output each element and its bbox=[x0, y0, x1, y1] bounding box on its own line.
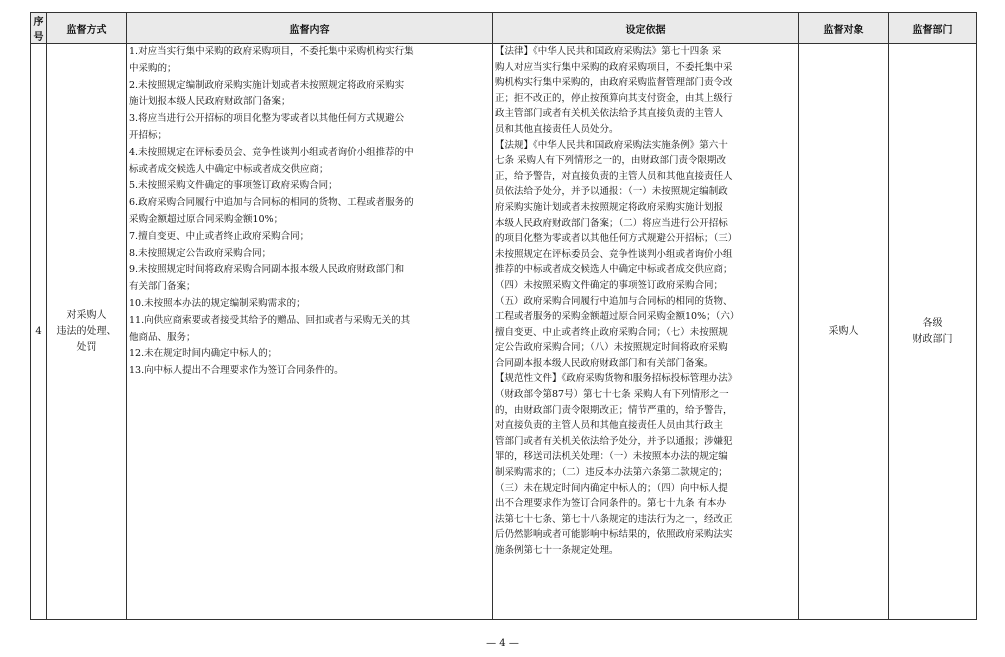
basis-line: 后仍然影响或者可能影响中标结果的，依照政府采购法实 bbox=[495, 529, 733, 541]
basis-line: 府采购实施计划或者未按照规定将政府采购实施计划报 bbox=[495, 201, 724, 213]
content-line: 13.向中标人提出不合理要求作为签订合同条件的。 bbox=[129, 365, 344, 377]
basis-line: 【法规】《中华人民共和国政府采购法实施条例》第六十 bbox=[495, 139, 728, 151]
basis-line: 施条例第七十一条规定处理。 bbox=[495, 545, 619, 556]
basis-line: 推荐的中标或者成交候选人中确定中标或者成交供应商； bbox=[495, 264, 733, 276]
target-line: 采购人 bbox=[828, 325, 859, 337]
content-line: 标或者成交候选人中确定中标或者成交供应商； bbox=[129, 163, 329, 175]
basis-line: 管部门或者有关机关依法给予处分，并予以通报；涉嫌犯 bbox=[495, 435, 733, 447]
content-line: 10.未按照本办法的规定编制采购需求的； bbox=[129, 297, 306, 309]
content-line: 施计划报本级人民政府财政部门备案； bbox=[129, 96, 291, 108]
page-number: — 4 — bbox=[486, 638, 519, 649]
header-index: 序号 bbox=[31, 13, 47, 44]
basis-line: 七条 采购人有下列情形之一的，由财政部门责令限期改 bbox=[495, 155, 727, 167]
basis-line: 合同副本报本级人民政府财政部门和有关部门备案。 bbox=[495, 357, 714, 369]
content-line: 12.未在规定时间内确定中标人的； bbox=[129, 348, 278, 360]
table-header-row bbox=[31, 13, 977, 44]
basis-line: （财政部令第87号）第七十七条 采购人有下列情形之一 bbox=[495, 389, 729, 401]
basis-line: 的项目化整为零或者以其他任何方式规避公开招标；（三） bbox=[495, 233, 738, 245]
content-line: 他商品、服务； bbox=[129, 331, 196, 343]
content-line: 1.对应当实行集中采购的政府采购项目，不委托集中采购机构实行集 bbox=[129, 46, 414, 57]
header-basis: 设定依据 bbox=[493, 13, 799, 44]
content-line: 11.向供应商索要或者接受其给予的赠品、回扣或者与采购无关的其 bbox=[129, 314, 411, 326]
table-row bbox=[31, 44, 977, 620]
content-line: 4.未按照规定在评标委员会、竞争性谈判小组或者询价小组推荐的中 bbox=[129, 146, 414, 158]
basis-line: （三）未在规定时间内确定中标人的；（四）向中标人提 bbox=[495, 482, 728, 494]
department-line: 财政部门 bbox=[912, 333, 953, 345]
basis-line: 正；拒不改正的，停止按预算向其支付资金，由其上级行 bbox=[495, 92, 733, 104]
content-line: 2.未按照规定编制政府采购实施计划或者未按照规定将政府采购实 bbox=[129, 79, 405, 91]
basis-line: 政主管部门或者有关机关依法给予其直接负责的主管人 bbox=[495, 108, 724, 120]
content-line: 8.未按照规定公告政府采购合同； bbox=[129, 247, 272, 259]
content-line: 9.未按照规定时间将政府采购合同副本报本级人民政府财政部门和 bbox=[129, 264, 405, 276]
supervision-table bbox=[30, 12, 977, 620]
content-line: 3.将应当进行公开招标的项目化整为零或者以其他任何方式规避公 bbox=[129, 113, 405, 125]
basis-line: 员和其他直接责任人员处分。 bbox=[495, 123, 619, 135]
basis-line: 擅自变更、中止或者终止政府采购合同；（七）未按照规 bbox=[495, 326, 728, 338]
content-line: 中采购的； bbox=[129, 62, 177, 74]
basis-line: 出不合理要求作为签订合同条件的。第七十九条 有本办 bbox=[495, 498, 727, 510]
content-line: 开招标； bbox=[129, 129, 168, 141]
header-content: 监督内容 bbox=[127, 13, 493, 44]
row-index: 4 bbox=[31, 44, 47, 620]
row-basis bbox=[493, 44, 799, 620]
content-line: 5.未按照采购文件确定的事项签订政府采购合同； bbox=[129, 180, 338, 192]
row-department bbox=[889, 44, 977, 620]
header-target: 监督对象 bbox=[799, 13, 889, 44]
basis-line: （四）未按照采购文件确定的事项签订政府采购合同； bbox=[495, 279, 724, 291]
department-line: 各级 bbox=[922, 317, 943, 329]
basis-line: 制采购需求的；（二）违反本办法第六条第二款规定的； bbox=[495, 467, 728, 479]
basis-line: 购人对应当实行集中采购的政府采购项目，不委托集中采 bbox=[495, 61, 733, 73]
basis-line: 【规范性文件】《政府采购货物和服务招标投标管理办法》 bbox=[495, 373, 738, 385]
content-line: 有关部门备案； bbox=[129, 281, 196, 293]
row-method bbox=[47, 44, 127, 620]
basis-line: 本级人民政府财政部门备案；（二）将应当进行公开招标 bbox=[495, 217, 728, 229]
basis-line: 法第七十七条、第七十八条规定的违法行为之一，经改正 bbox=[495, 513, 733, 525]
method-line: 违法的处理、 bbox=[56, 325, 117, 337]
content-line: 采购金额超过原合同采购金额10%； bbox=[129, 213, 284, 225]
basis-line: 定公告政府采购合同；（八）未按照规定时间将政府采购 bbox=[495, 342, 728, 354]
basis-line: 的，由财政部门责令限期改正；情节严重的，给予警告， bbox=[495, 404, 733, 416]
header-method: 监督方式 bbox=[47, 13, 127, 44]
content-line: 6.政府采购合同履行中追加与合同标的相同的货物、工程或者服务的 bbox=[129, 197, 414, 209]
content-line: 7.擅自变更、中止或者终止政府采购合同； bbox=[129, 230, 310, 242]
basis-line: 员依法给予处分，并予以通报：（一）未按照规定编制政 bbox=[495, 186, 728, 198]
row-target bbox=[799, 44, 889, 620]
basis-line: （五）政府采购合同履行中追加与合同标的相同的货物、 bbox=[495, 295, 733, 307]
row-content bbox=[127, 44, 493, 620]
basis-line: 正，给予警告，对直接负责的主管人员和其他直接责任人 bbox=[495, 170, 733, 182]
basis-line: 罪的，移送司法机关处理：（一）未按照本办法的规定编 bbox=[495, 451, 728, 463]
basis-line: 未按照规定在评标委员会、竞争性谈判小组或者询价小组 bbox=[495, 248, 733, 260]
method-line: 处罚 bbox=[76, 341, 97, 353]
basis-line: 对直接负责的主管人员和其他直接责任人员由其行政主 bbox=[495, 420, 724, 432]
basis-line: 【法律】《中华人民共和国政府采购法》第七十四条 采 bbox=[495, 46, 722, 57]
header-department: 监督部门 bbox=[889, 13, 977, 44]
basis-line: 工程或者服务的采购金额超过原合同采购金额10%；（六） bbox=[495, 311, 740, 323]
method-line: 对采购人 bbox=[66, 309, 107, 321]
basis-line: 购机构实行集中采购的，由政府采购监督管理部门责令改 bbox=[495, 77, 733, 89]
